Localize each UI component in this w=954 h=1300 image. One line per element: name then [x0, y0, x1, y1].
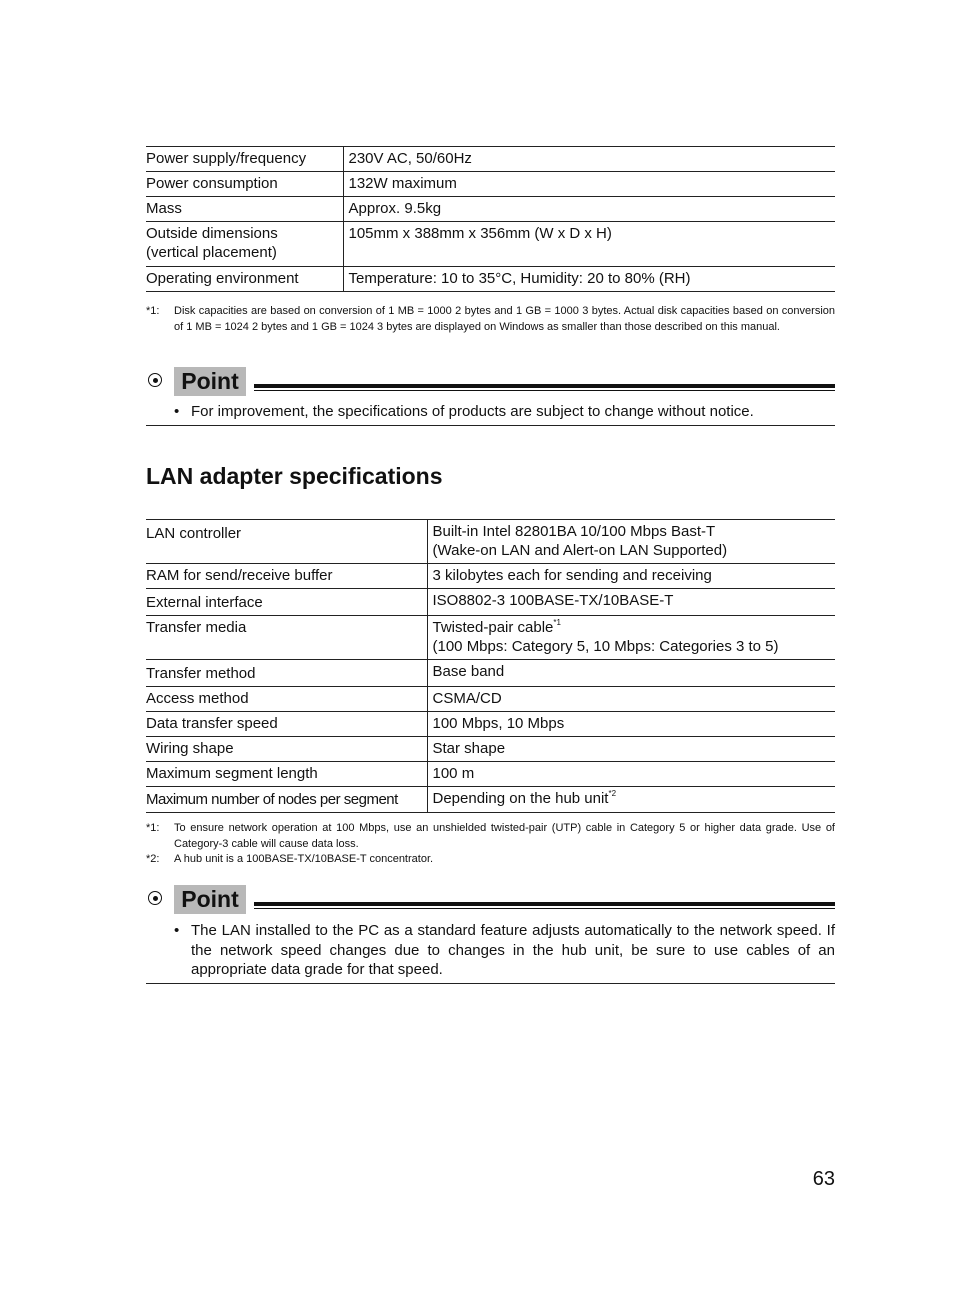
- table-row: [146, 197, 835, 222]
- spec-key: Access method: [146, 687, 427, 712]
- point-target-icon: [148, 891, 162, 905]
- spec-value-wrap: [433, 618, 836, 637]
- section-title: LAN adapter specifications: [146, 463, 443, 489]
- spec-value: 3 kilobytes each for sending and receiving: [427, 564, 835, 589]
- table-row: [146, 147, 835, 172]
- point-rule-thin: [254, 908, 835, 909]
- spec-value: 105mm x 388mm x 356mm (W x D x H): [343, 222, 835, 267]
- spec-key: External interface: [146, 589, 427, 616]
- footnote-text: A hub unit is a 100BASE-TX/10BASE-T concentrator.: [174, 853, 434, 865]
- footnote-mark: *2:: [146, 853, 160, 865]
- footnote-top: [146, 304, 835, 335]
- spec-value-line2: (Wake-on LAN and Alert-on LAN Supported): [432, 542, 728, 559]
- table-row: [146, 520, 835, 564]
- footnote-row: [146, 821, 835, 852]
- point-body: [146, 915, 835, 984]
- footnote-mark: *1:: [146, 822, 160, 834]
- page-number: 63: [812, 1168, 835, 1190]
- spec-key: Mass: [146, 197, 343, 222]
- table-row: [146, 687, 835, 712]
- spec-key: Data transfer speed: [146, 712, 427, 737]
- point-target-icon: [148, 373, 162, 387]
- point-rule: [254, 384, 835, 388]
- spec-value: Built-in Intel 82801BA 10/100 Mbps Bast-T: [432, 523, 716, 540]
- bullet-icon: •: [174, 922, 180, 939]
- point-bullet-row: [146, 921, 835, 980]
- lan-spec-table: [146, 519, 835, 813]
- spec-value: 132W maximum: [343, 172, 835, 197]
- spec-value: Approx. 9.5kg: [343, 197, 835, 222]
- spec-value: ISO8802-3 100BASE-TX/10BASE-T: [427, 589, 835, 616]
- spec-key: Transfer media: [146, 616, 427, 660]
- table-row: [146, 787, 835, 813]
- power-spec-table: [146, 146, 835, 292]
- footnote-row: [146, 852, 835, 868]
- spec-key-cell: [146, 222, 343, 267]
- point-box-1: [146, 367, 835, 426]
- spec-value: Star shape: [427, 737, 835, 762]
- point-header: [146, 367, 835, 397]
- footnotes-lan: [146, 821, 835, 868]
- table-row: [146, 737, 835, 762]
- spec-value-cell: [427, 616, 835, 660]
- spec-value-cell: [427, 520, 835, 564]
- spec-value: 100 Mbps, 10 Mbps: [427, 712, 835, 737]
- spec-value: CSMA/CD: [427, 687, 835, 712]
- footnote-ref: *1: [553, 618, 561, 627]
- table-row: [146, 172, 835, 197]
- point-bullet-row: [146, 402, 835, 422]
- table-row: [146, 267, 835, 292]
- spec-key: Operating environment: [146, 267, 343, 292]
- footnote-row: [146, 304, 835, 335]
- point-text: The LAN installed to the PC as a standard feature adjusts automatically to the network speed. If the network speed changes due to changes in the hub unit, be sure to use cables of an appropriate data grade for that speed.: [191, 922, 835, 978]
- spec-key-line2: (vertical placement): [146, 244, 277, 261]
- spec-key: Transfer method: [146, 660, 427, 687]
- spec-value: 100 m: [427, 762, 835, 787]
- table-row: [146, 589, 835, 616]
- point-text: For improvement, the specifications of products are subject to change without notice.: [191, 403, 754, 420]
- table-row: [146, 616, 835, 660]
- table-row: [146, 712, 835, 737]
- spec-value: 230V AC, 50/60Hz: [343, 147, 835, 172]
- spec-key: Power consumption: [146, 172, 343, 197]
- point-rule: [254, 902, 835, 906]
- spec-key: RAM for send/receive buffer: [146, 564, 427, 589]
- footnote-ref: *2: [608, 789, 617, 798]
- spec-key: Maximum segment length: [146, 762, 427, 787]
- spec-value: Twisted-pair cable: [432, 619, 554, 636]
- point-header: [146, 885, 835, 915]
- table-row: [146, 660, 835, 687]
- point-label: Point: [174, 367, 246, 396]
- table-row: [146, 222, 835, 267]
- spec-key: Maximum number of nodes per segment: [146, 787, 427, 813]
- table-row: [146, 762, 835, 787]
- table-row: [146, 564, 835, 589]
- footnote-text: To ensure network operation at 100 Mbps, use an unshielded twisted-pair (UTP) cable in Category 5 or higher data grade. Use of Category-3 cable will cause data loss.: [174, 822, 835, 850]
- spec-value: Temperature: 10 to 35°C, Humidity: 20 to 80% (RH): [343, 267, 835, 292]
- spec-key: Outside dimensions: [146, 225, 278, 242]
- bullet-icon: •: [174, 403, 180, 420]
- footnote-text: Disk capacities are based on conversion of 1 MB = 1000 2 bytes and 1 GB = 1000 3 bytes. Actual disk capacities based on conversion of 1 MB = 1024 2 bytes and 1 GB = 1024 3 bytes are displayed on Windows as smaller than those described on this manual.: [174, 305, 835, 333]
- point-box-2: [146, 885, 835, 984]
- spec-key: LAN controller: [146, 520, 427, 564]
- spec-value: Base band: [427, 660, 835, 687]
- point-label: Point: [174, 885, 246, 914]
- point-body: [146, 397, 835, 426]
- footnote-mark: *1:: [146, 305, 160, 317]
- spec-value: Depending on the hub unit: [432, 790, 609, 807]
- spec-value-cell: [427, 787, 835, 813]
- spec-value-line2: (100 Mbps: Category 5, 10 Mbps: Categories 3 to 5): [432, 638, 779, 655]
- spec-key: Wiring shape: [146, 737, 427, 762]
- spec-key: Power supply/frequency: [146, 147, 343, 172]
- point-rule-thin: [254, 390, 835, 391]
